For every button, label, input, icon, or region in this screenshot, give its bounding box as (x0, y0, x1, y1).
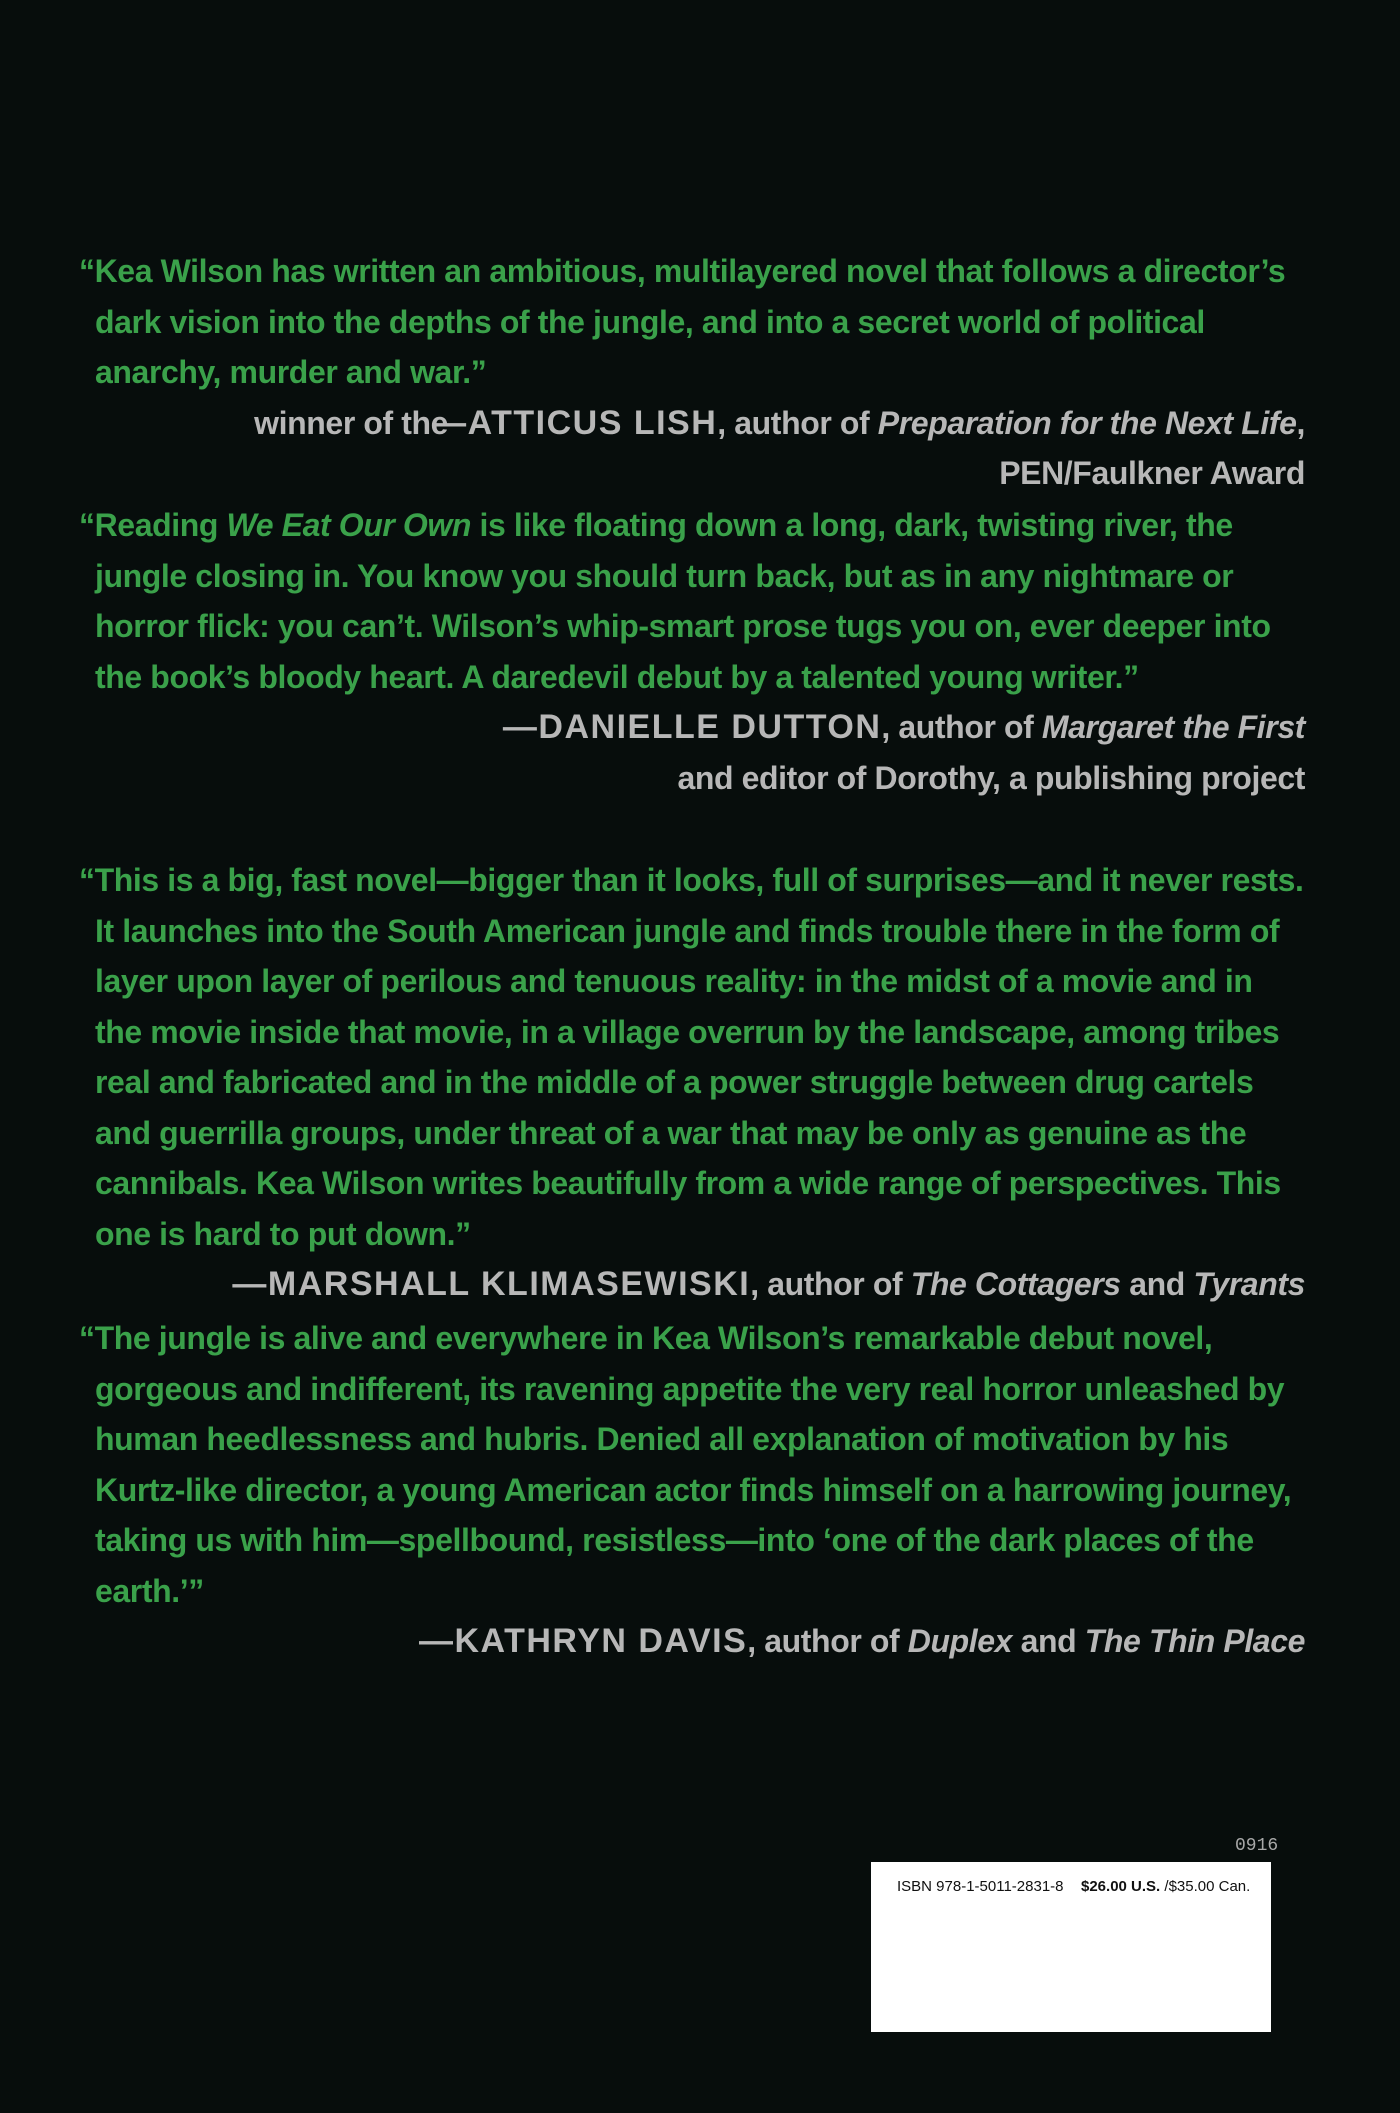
attribution-book-title: Tyrants (1193, 1266, 1305, 1302)
price-separator: / (1160, 1878, 1169, 1895)
price (1081, 1878, 1250, 1895)
attribution-name: —DANIELLE DUTTON (502, 708, 882, 746)
blurb-marshall-klimasewiski (79, 855, 1305, 1310)
attribution-text: and (1012, 1623, 1085, 1659)
attribution-text: , author of (747, 1623, 908, 1659)
attribution-book-title: Margaret the First (1041, 709, 1305, 745)
attribution-name: —KATHRYN DAVIS (419, 1622, 748, 1660)
attribution-book-title: Duplex (907, 1623, 1013, 1659)
print-code: 0916 (1235, 1836, 1279, 1856)
blurb-attribution (432, 398, 1305, 449)
quote-text: “Reading (79, 507, 227, 543)
quote-text: “Kea Wilson has written an ambitious, multilayered novel that follows a director’s dark vision into the depths of the jungle, and into a secret world of political anarchy, murder and war.” (79, 253, 1286, 390)
blurb-attribution (79, 1616, 1305, 1667)
price-can: $35.00 Can. (1168, 1878, 1251, 1895)
attribution-text: , author of (881, 709, 1042, 745)
blurb-attribution (79, 1259, 1305, 1310)
blurb-quote (79, 246, 1305, 442)
blurb-quote: “The jungle is alive and everywhere in Kea Wilson’s remarkable debut novel, gorgeous and indifferent, its ravening appetite the very real horror unleashed by human heedlessness and hubris. Denied all explanation of motivation by his Kurtz-like director, a young American actor finds himself on a harrowing journey, taking us with him—spellbound, resistless—into ‘one of the dark places of the earth.’” (79, 1320, 1292, 1609)
blurb-attribution (79, 702, 1305, 753)
attribution-punct: , (1296, 404, 1305, 441)
attribution-text: and (1120, 1266, 1194, 1302)
blurb-quote: “This is a big, fast novel—bigger than it looks, full of surprises—and it never rests. It launches into the South American jungle and finds trouble there in the form of layer upon layer of perilous and tenuous reality: in the midst of a movie and in the movie inside that movie, in a village overrun by the landscape, among tribes real and fabricated and in the middle of a power struggle between drug cartels and guerrilla groups, under threat of a war that may be only as genuine as the cannibals. Kea Wilson writes beautifully from a wide range of perspectives. This one is hard to put down.” (79, 862, 1304, 1252)
blurb-kathryn-davis (79, 1313, 1305, 1667)
attribution-text: , author of (750, 1266, 911, 1302)
attribution-text: , author of (717, 404, 878, 441)
quote-book-title: We Eat Our Own (226, 507, 472, 543)
blurb-danielle-dutton (79, 500, 1305, 803)
barcode-panel (871, 1862, 1271, 2032)
blurb-quote (79, 500, 1305, 702)
attribution-name: —ATTICUS LISH (432, 403, 718, 442)
attribution-book-title: The Cottagers (910, 1266, 1121, 1302)
attribution-line2: winner of the PEN/Faulkner Award (254, 404, 1305, 491)
quote-text: is like floating down a long, dark, twisting river, the jungle closing in. You know you should turn back, but as in any nightmare or horror flick: you can’t. Wilson’s whip-smart prose tugs you on, ever deeper into the book’s bloody heart. A daredevil debut by a talented young writer.” (95, 507, 1271, 695)
attribution-book-title: The Thin Place (1084, 1623, 1305, 1659)
blurb-atticus-lish (79, 246, 1305, 499)
attribution-line2: and editor of Dorothy, a publishing project (677, 759, 1305, 796)
isbn-number: ISBN 978-1-5011-2831-8 (897, 1878, 1064, 1895)
attribution-book-title: Preparation for the Next Life (877, 404, 1297, 441)
price-us: $26.00 U.S. (1081, 1878, 1161, 1895)
attribution-name: —MARSHALL KLIMASEWISKI (232, 1265, 751, 1303)
